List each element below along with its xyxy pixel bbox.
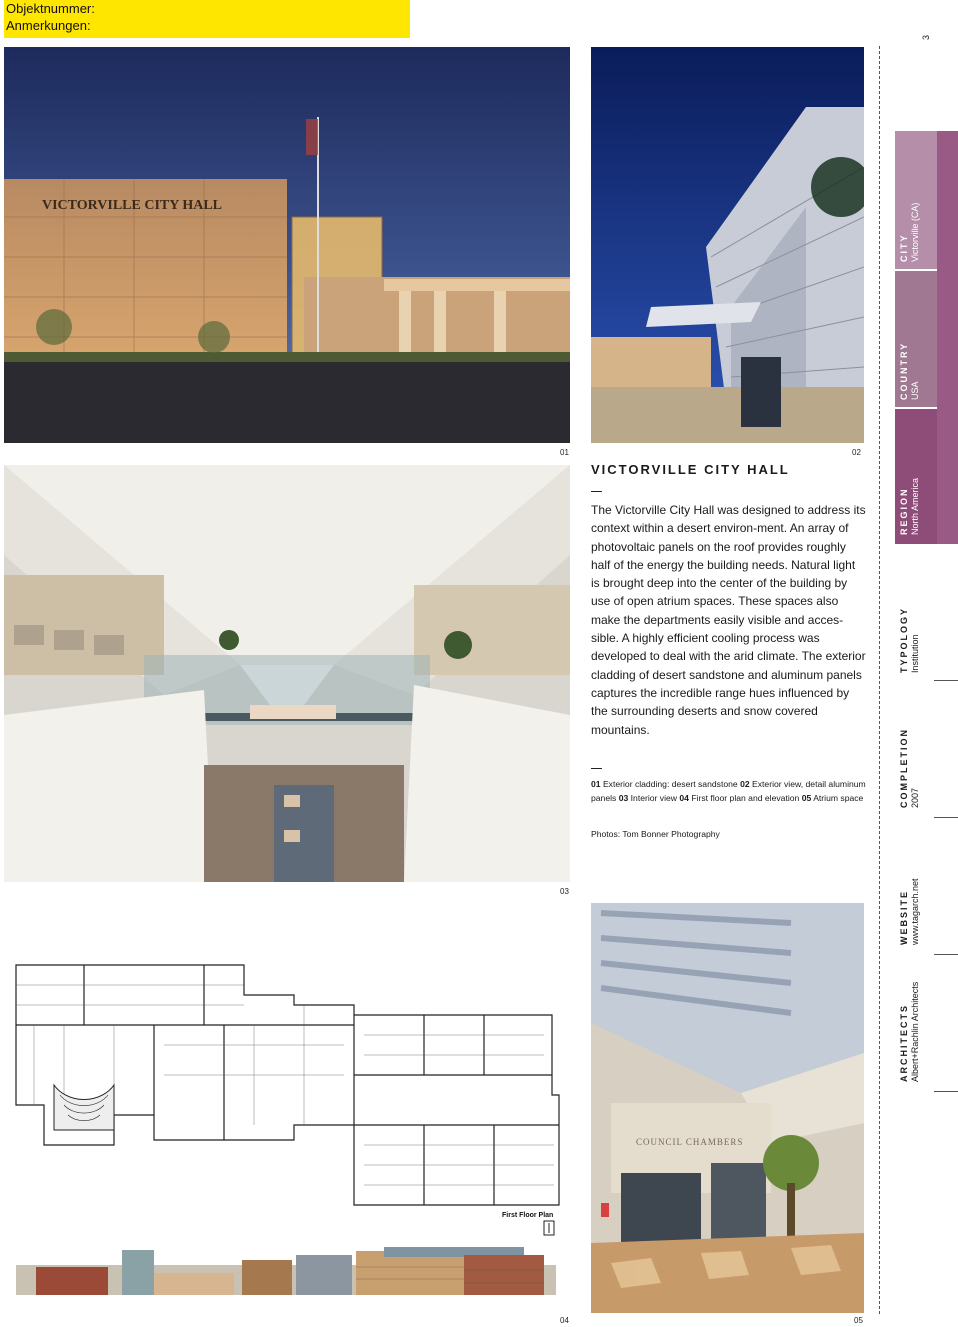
sidebar-divider (879, 46, 880, 1314)
meta-architects (899, 982, 921, 1082)
page-number: 3 (921, 34, 931, 40)
article-body: The Victorville City Hall was designed to address its context within a desert environ-ment. An array of photovoltaic panels on the roof provides roughly half of the energy the building needs. Natural light is brought deep into the center of the building by use of open atrium spaces. These spaces also make the departments easily visible and acces-sible. A highly efficient cooling process was developed to deal with the arid climate. The exterior cladding of desert sandstone and aluminum panels captures the incredible range hues influenced by the surrounding deserts and snow covered mountains. (591, 503, 866, 737)
caption-num-02: 02 (740, 779, 750, 789)
photo-number-03: 03 (560, 887, 569, 896)
photo-number-04: 04 (560, 1316, 569, 1325)
photo-council-chambers-atrium (591, 903, 864, 1313)
sidebar-tick (934, 817, 958, 818)
region-label: REGION (899, 487, 909, 535)
website-value: www.tagarch.net (910, 878, 920, 945)
meta-completion (899, 728, 921, 808)
remarks-label: Anmerkungen: (6, 18, 91, 33)
plan-label: First Floor Plan (502, 1212, 554, 1219)
caption-text-02: Exterior view, detail aluminum panels (591, 779, 866, 803)
photo-number-05: 05 (854, 1316, 863, 1325)
caption-text-01: Exterior cladding: desert sandstone (602, 779, 738, 789)
photo-aluminum-facade (591, 47, 864, 443)
body-dash (591, 768, 602, 769)
caption-num-01: 01 (591, 779, 601, 789)
caption-num-03: 03 (618, 793, 629, 803)
region-band (937, 131, 958, 544)
meta-region (899, 478, 921, 535)
meta-country (899, 342, 921, 400)
caption-num-04: 04 (679, 793, 689, 803)
completion-label: COMPLETION (899, 728, 909, 808)
city-value: Victorville (CA) (910, 202, 920, 262)
sidebar-tick (934, 1091, 958, 1092)
object-number-label: Objektnummer: (6, 1, 95, 16)
country-label: COUNTRY (899, 341, 909, 400)
caption-text-04: First floor plan and elevation (691, 793, 800, 803)
country-value: USA (910, 381, 920, 400)
sidebar-tick (934, 954, 958, 955)
photo-number-02: 02 (852, 448, 861, 457)
council-chambers-sign: COUNCIL CHAMBERS (636, 1137, 744, 1147)
article-title: VICTORVILLE CITY HALL (591, 462, 790, 477)
sidebar-tick (934, 680, 958, 681)
architects-value: Albert+Rachlin Architects (910, 981, 920, 1082)
photo-credit: Photos: Tom Bonner Photography (591, 829, 720, 839)
floor-plan-and-elevation (4, 955, 570, 1310)
photo-exterior-dusk (4, 47, 570, 443)
title-dash (591, 491, 602, 492)
meta-typology (899, 607, 921, 673)
meta-website (899, 878, 921, 945)
completion-value: 2007 (910, 787, 920, 808)
meta-city (899, 203, 921, 262)
caption-num-05: 05 (801, 793, 812, 803)
city-hall-sign: VICTORVILLE CITY HALL (42, 198, 222, 213)
caption-text-05: Atrium space (813, 793, 864, 803)
typology-value: Institution (910, 634, 920, 673)
photo-captions (591, 777, 867, 805)
note-sticker (4, 0, 410, 38)
architects-label: ARCHITECTS (899, 1004, 909, 1082)
photo-interior-atrium (4, 465, 570, 882)
region-value: North America (910, 477, 920, 535)
city-label: CITY (899, 233, 909, 262)
photo-number-01: 01 (560, 448, 569, 457)
website-label: WEBSITE (899, 889, 909, 945)
caption-text-03: Interior view (630, 793, 677, 803)
typology-label: TYPOLOGY (899, 606, 909, 673)
